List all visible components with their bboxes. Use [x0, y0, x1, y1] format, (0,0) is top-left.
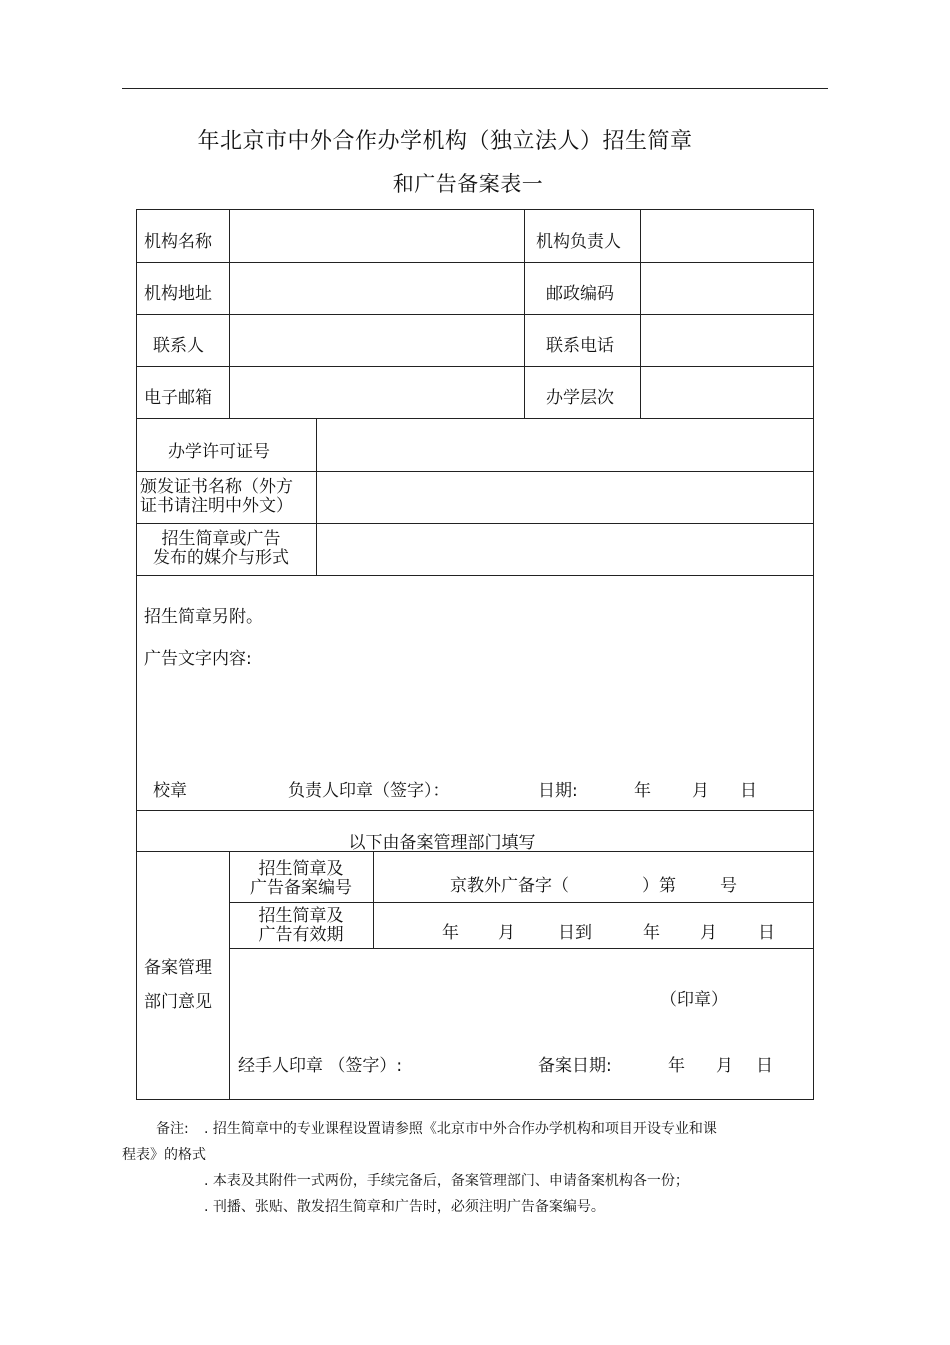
col-divider [316, 418, 317, 575]
license-no-field[interactable] [318, 420, 812, 470]
validity-to-year: 年 [643, 923, 660, 943]
record-no-line2: 广告备案编号 [250, 878, 352, 898]
record-date-label: 备案日期: [538, 1056, 612, 1076]
row-divider [229, 902, 814, 903]
record-number-field[interactable] [682, 866, 718, 894]
col-divider [229, 851, 230, 1100]
year-label: 年 [634, 781, 651, 801]
contact-field[interactable] [231, 316, 522, 365]
org-address-label: 机构地址 [144, 284, 212, 304]
row-divider [136, 262, 814, 263]
validity-from-year: 年 [442, 923, 459, 943]
row-divider [136, 418, 814, 419]
org-name-label: 机构名称 [144, 232, 212, 252]
media-form-field[interactable] [318, 525, 812, 574]
top-rule [122, 88, 828, 89]
school-level-label: 办学层次 [546, 388, 614, 408]
record-prefix: 京教外广备字（ [450, 876, 569, 896]
media-form-line1: 招生简章或广告 [161, 529, 281, 549]
row-divider [136, 810, 814, 811]
form-title-line1: 年北京市中外合作办学机构（独立法人）招生简章 [197, 129, 693, 154]
media-form-label [138, 530, 304, 568]
contact-phone-label: 联系电话 [546, 336, 614, 356]
stamp-label: （印章） [660, 990, 728, 1010]
note-item-3: . 刊播、张贴、散发招生简章和广告时，必须注明广告备案编号。 [204, 1199, 605, 1215]
validity-to-label: 日到 [558, 923, 592, 943]
form-title-line2: 和广告备案表一 [392, 172, 544, 196]
postal-code-field[interactable] [642, 264, 812, 313]
org-head-label: 机构负责人 [536, 232, 621, 252]
row-divider [136, 366, 814, 367]
email-field[interactable] [231, 368, 522, 417]
head-seal-label: 负责人印章（签字）： [288, 781, 450, 801]
validity-from-month: 月 [498, 923, 515, 943]
school-level-field[interactable] [642, 368, 812, 417]
note-item-2: . 本表及其附件一式两份，手续完备后，备案管理部门、申请备案机构各一份； [204, 1173, 689, 1189]
dept-opinion-label-line1: 备案管理 [144, 958, 212, 978]
day-label: 日 [740, 781, 757, 801]
record-close: ）第 [642, 876, 676, 896]
ad-text-field[interactable] [144, 668, 804, 760]
validity-label [231, 907, 371, 945]
org-name-field[interactable] [231, 211, 522, 261]
media-form-line2: 发布的媒介与形式 [153, 548, 289, 568]
record-date-day: 日 [756, 1056, 773, 1076]
email-label: 电子邮箱 [144, 388, 212, 408]
license-no-label: 办学许可证号 [168, 442, 270, 462]
handler-seal-label: 经手人印章 （签字）: [238, 1056, 403, 1076]
certificate-name-line2: 证书请注明中外文） [140, 496, 293, 516]
note-item-1-cont: 程表》的格式 [122, 1147, 206, 1163]
validity-to-month: 月 [700, 923, 717, 943]
record-year-field[interactable] [576, 866, 636, 894]
record-no-line1: 招生简章及 [258, 859, 344, 879]
note-item-1: . 招生简章中的专业课程设置请参照《北京市中外合作办学机构和项目开设专业和课 [204, 1121, 717, 1137]
validity-line2: 广告有效期 [258, 925, 344, 945]
certificate-name-line1: 颁发证书名称（外方 [140, 477, 293, 497]
col-divider [229, 209, 230, 418]
month-label: 月 [692, 781, 709, 801]
certificate-name-label [140, 478, 314, 516]
admin-section-header: 以下由备案管理部门填写 [348, 833, 536, 853]
certificate-name-field[interactable] [318, 473, 812, 522]
contact-label: 联系人 [153, 336, 204, 356]
org-address-field[interactable] [231, 264, 522, 313]
ad-text-label: 广告文字内容: [144, 649, 252, 669]
org-head-field[interactable] [642, 211, 812, 261]
col-divider [640, 209, 641, 418]
record-date-month: 月 [716, 1056, 733, 1076]
validity-line1: 招生简章及 [258, 906, 344, 926]
school-seal-label: 校章 [153, 781, 187, 801]
date-label: 日期: [538, 781, 578, 801]
row-divider [136, 314, 814, 315]
row-divider [229, 948, 814, 949]
row-divider [136, 523, 814, 524]
brochure-attached-text: 招生简章另附。 [144, 607, 263, 627]
validity-to-day: 日 [758, 923, 775, 943]
col-divider [524, 209, 525, 418]
contact-phone-field[interactable] [642, 316, 812, 365]
record-suffix: 号 [720, 876, 737, 896]
record-no-label [231, 860, 371, 898]
notes-label: 备注: [156, 1121, 189, 1137]
col-divider [373, 851, 374, 948]
row-divider [136, 471, 814, 472]
dept-opinion-label-line2: 部门意见 [144, 992, 212, 1012]
record-date-year: 年 [668, 1056, 685, 1076]
postal-code-label: 邮政编码 [546, 284, 614, 304]
row-divider [136, 575, 814, 576]
